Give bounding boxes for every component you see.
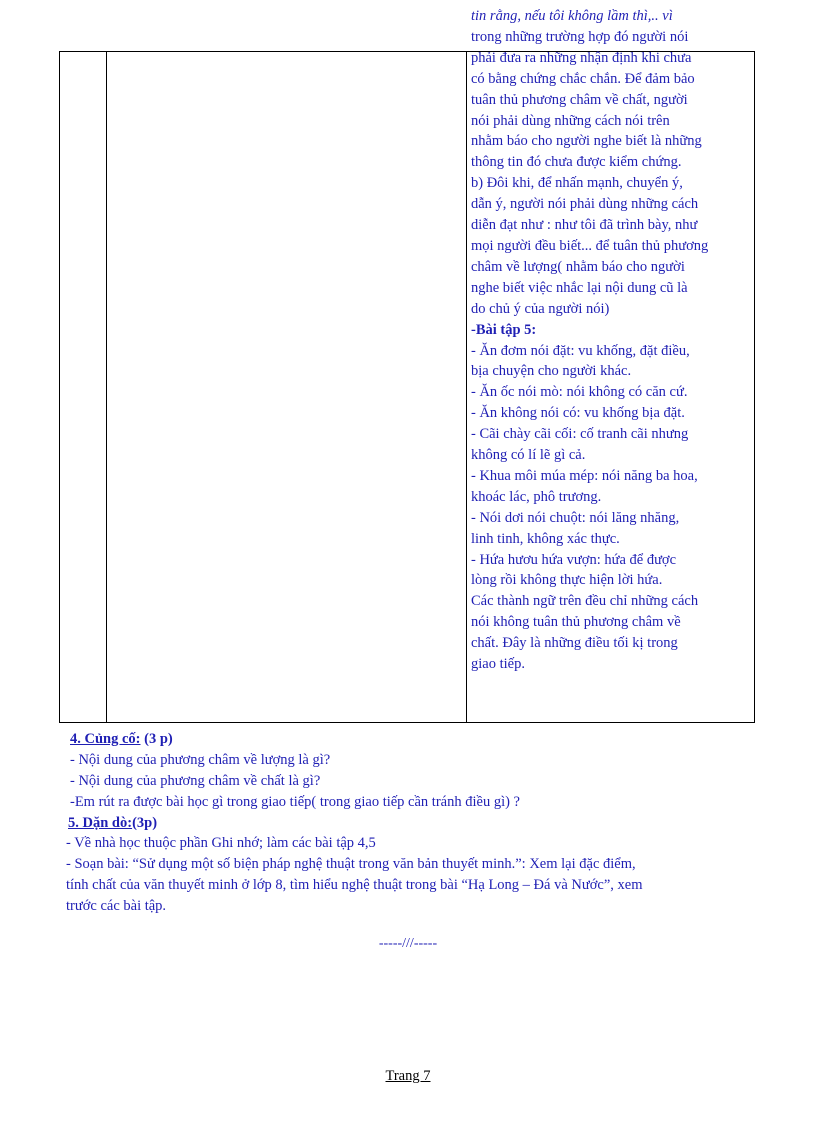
cell-line: - Ăn ốc nói mò: nói không có căn cứ.	[471, 384, 688, 401]
section-5-items	[66, 833, 778, 917]
section-4-title: 4. Củng cố:	[70, 731, 141, 747]
cell-line: thông tin đó chưa được kiểm chứng.	[471, 154, 682, 171]
cell-line: không có lí lẽ gì cả.	[471, 447, 586, 464]
cell-line: lòng rồi không thực hiện lời hứa.	[471, 572, 663, 589]
cell-line: do chủ ý của người nói)	[471, 300, 610, 317]
cell-line: giao tiếp.	[471, 656, 525, 673]
cell-line: dẫn ý, người nói phải dùng những cách	[471, 196, 699, 213]
section-4-item: - Nội dung của phương châm về lượng là gì?	[70, 752, 331, 768]
section-5-item: tính chất của văn thuyết minh ở lớp 8, tìm hiểu nghệ thuật trong bài “Hạ Long – Đá và Nước”, xem	[66, 876, 643, 893]
cell-line: - Cãi chày cãi cối: cố tranh cãi nhưng	[471, 426, 689, 443]
cell-line: nhằm báo cho người nghe biết là những	[471, 133, 702, 150]
cell-line: nghe biết việc nhắc lại nội dung cũ là	[471, 279, 688, 296]
cell-line: nói không tuân thủ phương châm về	[471, 614, 681, 631]
section-5-item: - Soạn bài: “Sử dụng một số biện pháp nghệ thuật trong văn bản thuyết minh.”: Xem lại đặc điểm,	[66, 855, 636, 872]
section-5	[68, 813, 157, 834]
section-4-items	[70, 750, 520, 813]
cell-line: tin rằng, nếu tôi không lầm thì,.. vì	[471, 8, 673, 24]
section-4-time: (3 p)	[140, 731, 173, 747]
section-4-item: - Nội dung của phương châm về chất là gì?	[70, 772, 321, 789]
cell-line: có bằng chứng chắc chắn. Để đảm bảo	[471, 70, 695, 87]
cell-line: chất. Đây là những điều tối kị trong	[471, 635, 678, 652]
section-4-item: -Em rút ra được bài học gì trong giao tiếp( trong giao tiếp cần tránh điều gì) ?	[70, 793, 520, 810]
column-divider-2	[466, 52, 467, 722]
section-5-item: - Về nhà học thuộc phần Ghi nhớ; làm các bài tập 4,5	[66, 835, 376, 851]
cell-line: -Bài tập 5:	[471, 321, 537, 338]
cell-line: bịa chuyện cho người khác.	[471, 363, 632, 380]
cell-line: diễn đạt như : như tôi đã trình bày, như	[471, 217, 698, 234]
cell-line: trong những trường hợp đó người nói	[471, 28, 689, 45]
column-divider-1	[106, 52, 107, 722]
cell-line: b) Đôi khi, để nhấn mạnh, chuyển ý,	[471, 175, 683, 192]
cell-line: - Khua môi múa mép: nói năng ba hoa,	[471, 467, 698, 484]
cell-line: linh tinh, không xác thực.	[471, 530, 620, 547]
separator: -----///-----	[378, 936, 438, 951]
page-number: Trang 7	[385, 1068, 431, 1084]
cell-line: nói phải dùng những cách nói trên	[471, 112, 670, 129]
cell-line: - Hứa hươu hứa vượn: hứa để được	[471, 551, 677, 568]
section-5-time: (3p)	[132, 815, 158, 831]
cell-line: - Ăn không nói có: vu khống bịa đặt.	[471, 405, 685, 422]
cell-line: châm về lượng( nhằm báo cho người	[471, 258, 685, 275]
cell-line: khoác lác, phô trương.	[471, 488, 602, 505]
section-5-item: trước các bài tập.	[66, 897, 167, 914]
cell-line: phải đưa ra những nhận định khi chưa	[471, 49, 692, 66]
answer-cell	[471, 6, 747, 675]
cell-line: mọi người đều biết... để tuân thủ phương	[471, 237, 709, 254]
section-4	[70, 729, 173, 750]
cell-line: tuân thủ phương châm về chất, người	[471, 91, 688, 108]
cell-line: Các thành ngữ trên đều chỉ những cách	[471, 593, 699, 610]
cell-line: - Ăn đơm nói đặt: vu khống, đặt điều,	[471, 342, 690, 359]
cell-line: - Nói dơi nói chuột: nói lăng nhăng,	[471, 509, 680, 526]
section-5-title: 5. Dặn dò:	[68, 815, 133, 831]
